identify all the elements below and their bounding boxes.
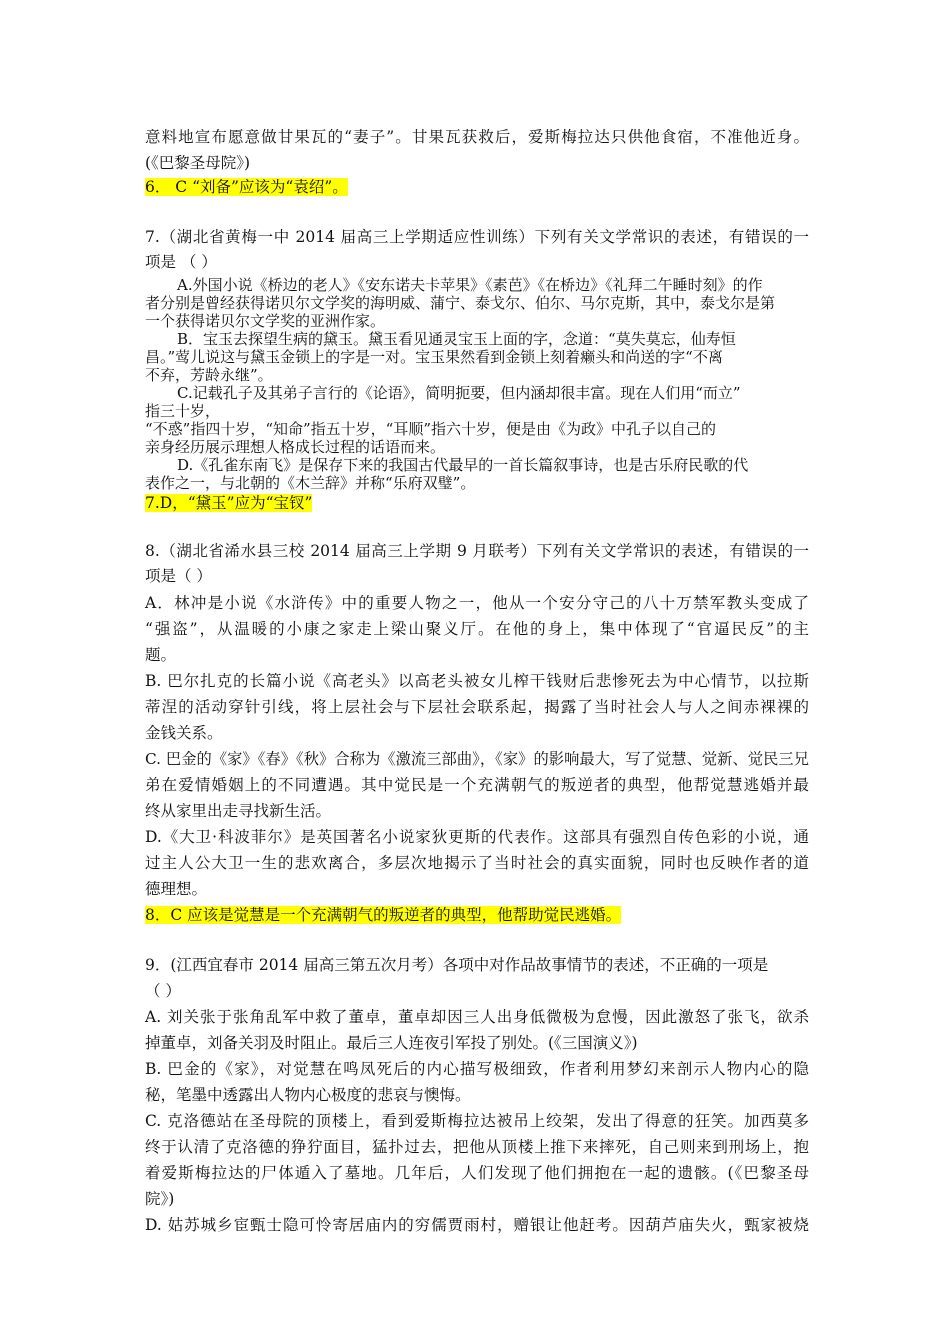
- q7-option-b: B．宝玉去探望生病的黛玉。黛玉看见通灵宝玉上面的字，念道：“莫失莫忘，仙寿恒: [177, 330, 736, 348]
- q7-option-a-cont: 一个获得诺贝尔文学奖的亚洲作家。: [145, 312, 386, 330]
- q9-option-d: D. 姑苏城乡宦甄士隐可怜寄居庙内的穷儒贾雨村，赠银让他赶考。因葫芦庙失火，甄家被烧: [145, 1216, 809, 1234]
- q9-option-c-cont: 着爱斯梅拉达的尸体遁入了墓地。几年后，人们发现了他们拥抱在一起的遗骸。(《巴黎圣母: [145, 1164, 809, 1182]
- q7-option-d-cont: 表作之一，与北朝的《木兰辞》并称“乐府双璧”。: [145, 474, 476, 492]
- answer-7: 7.D，“黛玉”应为“宝钗”: [145, 494, 313, 512]
- q8-option-c-cont: 终从家里出走寻找新生活。: [145, 802, 332, 820]
- q9-option-c-cont: 终于认清了克洛德的狰狞面目，猛扑过去，把他从顶楼上推下来摔死，自己则来到刑场上，抱: [145, 1138, 809, 1156]
- q9-stem-cont: （ ）: [145, 982, 181, 1000]
- q9-option-b: B. 巴金的《家》，对觉慧在鸣凤死后的内心描写极细致，作者利用梦幻来剖示人物内心的隐: [145, 1060, 809, 1078]
- q8-option-b: B. 巴尔扎克的长篇小说《高老头》以高老头被女儿榨干钱财后悲惨死去为中心情节，以拉斯: [145, 672, 809, 690]
- q7-option-c-cont: “不惑”指四十岁，“知命”指五十岁，“耳顺”指六十岁，便是由《为政》中孔子以自己的: [145, 420, 717, 438]
- q8-option-d-cont: 德理想。: [145, 880, 208, 898]
- q7-option-c-cont: 指三十岁，: [145, 402, 221, 420]
- q7-option-c-cont: 亲身经历展示理想人格成长过程的话语而来。: [145, 438, 446, 456]
- q7-stem-cont: 项是 （ ）: [145, 253, 217, 271]
- q7-option-a-cont: 者分别是曾经获得诺贝尔文学奖的海明威、蒲宁、泰戈尔、伯尔、马尔克斯，其中，泰戈尔是第: [145, 294, 776, 312]
- q8-option-a: A．林冲是小说《水浒传》中的重要人物之一，他从一个安分守己的八十万禁军教头变成了: [145, 594, 809, 612]
- text-line: (《巴黎圣母院》): [145, 154, 251, 172]
- q8-stem: 8.（湖北省浠水县三校 2014 届高三上学期 9 月联考）下列有关文学常识的表述，有错误的一: [145, 542, 809, 560]
- q8-option-a-cont: 题。: [145, 646, 177, 664]
- q8-option-d-cont: 过主人公大卫一生的悲欢离合，多层次地揭示了当时社会的真实面貌，同时也反映作者的道: [145, 854, 809, 872]
- q7-option-a: A.外国小说《桥边的老人》《安东诺夫卡苹果》《素芭》《在桥边》《礼拜二午睡时刻》的作: [177, 276, 763, 294]
- q9-option-c: C. 克洛德站在圣母院的顶楼上，看到爱斯梅拉达被吊上绞架，发出了得意的狂笑。加西莫多: [145, 1112, 809, 1130]
- q7-option-b-cont: 不弃，芳龄永继”。: [145, 366, 273, 384]
- q8-stem-cont: 项是（ ）: [145, 567, 212, 585]
- q7-stem: 7.（湖北省黄梅一中 2014 届高三上学期适应性训练）下列有关文学常识的表述，有错误的一: [145, 228, 809, 246]
- q8-option-c-cont: 弟在爱情婚姻上的不同遭遇。其中觉民是一个充满朝气的叛逆者的典型，他帮觉慧逃婚并最: [145, 776, 809, 794]
- text-line: 意料地宣布愿意做甘果瓦的“妻子”。甘果瓦获救后，爱斯梅拉达只供他食宿，不准他近身。: [145, 128, 809, 146]
- q8-option-d: D.《大卫·科波菲尔》是英国著名小说家狄更斯的代表作。这部具有强烈自传色彩的小说，通: [145, 828, 809, 846]
- q9-option-a: A. 刘关张于张角乱军中救了董卓，董卓却因三人出身低微极为怠慢，因此激怒了张飞，欲杀: [145, 1008, 809, 1026]
- q8-option-b-cont: 金钱关系。: [145, 724, 223, 742]
- answer-6: 6． C “刘备”应该为“袁绍”。: [145, 178, 348, 196]
- q8-option-b-cont: 蒂涅的活动穿针引线，将上层社会与下层社会联系起，揭露了当时社会人与人之间赤裸裸的: [145, 698, 809, 716]
- q9-option-b-cont: 秘，笔墨中透露出人物内心极度的悲哀与懊悔。: [145, 1086, 471, 1104]
- q7-option-d: D.《孔雀东南飞》是保存下来的我国古代最早的一首长篇叙事诗，也是古乐府民歌的代: [177, 456, 749, 474]
- q7-option-c: C.记载孔子及其弟子言行的《论语》，简明扼要，但内涵却很丰富。现在人们用“而立”: [177, 384, 741, 402]
- q9-option-c-cont: 院》): [145, 1190, 175, 1208]
- q8-option-a-cont: “强盗”，从温暖的小康之家走上梁山聚义厅。在他的身上，集中体现了“官逼民反”的主: [145, 620, 809, 638]
- q8-option-c: C. 巴金的《家》《春》《秋》合称为《激流三部曲》，《家》的影响最大，写了觉慧、觉新、觉民三兄: [145, 750, 809, 768]
- q9-stem: 9．(江西宜春市 2014 届高三第五次月考）各项中对作品故事情节的表述，不正确的一项是: [145, 956, 769, 974]
- q7-option-b-cont: 昌。”莺儿说这与黛玉金锁上的字是一对。宝玉果然看到金锁上刻着癞头和尚送的字“不离: [145, 348, 723, 366]
- q9-option-a-cont: 掉董卓，刘备关羽及时阻止。最后三人连夜引军投了别处。(《三国演义》): [145, 1034, 638, 1052]
- answer-8: 8．C 应该是觉慧是一个充满朝气的叛逆者的典型，他帮助觉民逃婚。: [145, 906, 622, 924]
